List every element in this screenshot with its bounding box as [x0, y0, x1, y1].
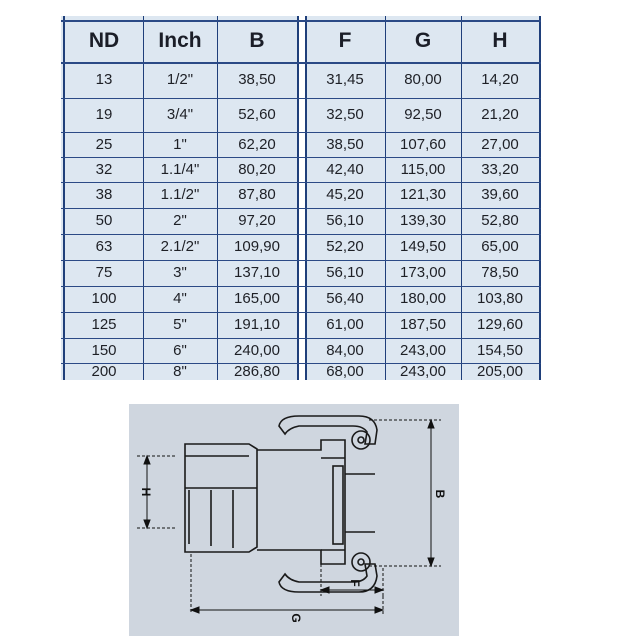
table-cell: 121,30	[400, 186, 446, 203]
dimension-b	[369, 420, 441, 566]
table-cell: 87,80	[238, 186, 276, 203]
dimension-f-label: F	[348, 579, 362, 587]
table-cell: 92,50	[404, 106, 442, 123]
column-header: B	[249, 29, 265, 52]
coupling-diagram	[129, 404, 459, 636]
table-cell: 52,20	[326, 238, 364, 255]
table-cell: 139,30	[400, 212, 446, 229]
column-header: F	[338, 29, 352, 52]
dimension-g-label: G	[289, 613, 303, 623]
table-cell: 115,00	[400, 161, 446, 178]
table-cell: 38	[95, 186, 113, 203]
hose-tail-body	[185, 444, 257, 552]
table-cell: 154,50	[477, 342, 523, 359]
table-cell: 187,50	[400, 316, 446, 333]
table-cell: 200	[91, 363, 117, 380]
table-cell: 38,50	[326, 136, 364, 153]
table-cell: 56,10	[326, 264, 364, 281]
table-cell: 32	[95, 161, 113, 178]
dimension-table	[61, 16, 541, 380]
table-cell: 27,00	[481, 136, 519, 153]
table-cell: 80,00	[404, 71, 442, 88]
table-cell: 8"	[173, 363, 187, 380]
table-cell: 39,60	[481, 186, 519, 203]
table-cell: 107,60	[400, 136, 446, 153]
column-header: G	[414, 29, 432, 52]
table-cell: 1"	[173, 136, 187, 153]
table-cell: 80,20	[238, 161, 276, 178]
table-cell: 50	[95, 212, 113, 229]
table-cell: 205,00	[477, 363, 523, 380]
dimension-h-label: H	[139, 487, 153, 497]
table-cell: 1.1/4"	[160, 161, 200, 178]
table-cell: 75	[95, 264, 113, 281]
table-cell: 180,00	[400, 290, 446, 307]
table-cell: 84,00	[326, 342, 364, 359]
table-cell: 1.1/2"	[160, 186, 200, 203]
table-cell: 63	[95, 238, 113, 255]
table-cell: 243,00	[400, 342, 446, 359]
table-cell: 56,10	[326, 212, 364, 229]
table-cell: 1/2"	[166, 71, 194, 88]
table-cell: 129,60	[477, 316, 523, 333]
table-cell: 33,20	[481, 161, 519, 178]
table-cell: 14,20	[481, 71, 519, 88]
table-cell: 97,20	[238, 212, 276, 229]
table-cell: 68,00	[326, 363, 364, 380]
column-header: Inch	[158, 29, 202, 52]
table-cell: 243,00	[400, 363, 446, 380]
table-cell: 100	[91, 290, 117, 307]
table-cell: 42,40	[326, 161, 364, 178]
table-cell: 25	[95, 136, 113, 153]
table-cell: 165,00	[234, 290, 280, 307]
table-cell: 109,90	[234, 238, 280, 255]
table-cell: 78,50	[481, 264, 519, 281]
table-cell: 191,10	[234, 316, 280, 333]
table-vertical-rule	[539, 16, 541, 380]
table-cell: 286,80	[234, 363, 280, 380]
table-cell: 103,80	[477, 290, 523, 307]
table-cell: 52,60	[238, 106, 276, 123]
table-cell: 125	[91, 316, 117, 333]
table-cell: 137,10	[234, 264, 280, 281]
table-cell: 4"	[173, 290, 187, 307]
table-cell: 65,00	[481, 238, 519, 255]
table-cell: 45,20	[326, 186, 364, 203]
table-cell: 32,50	[326, 106, 364, 123]
table-cell: 38,50	[238, 71, 276, 88]
table-cell: 56,40	[326, 290, 364, 307]
table-cell: 240,00	[234, 342, 280, 359]
table-cell: 62,20	[238, 136, 276, 153]
table-cell: 6"	[173, 342, 187, 359]
table-cell: 52,80	[481, 212, 519, 229]
coupling-drawing	[129, 404, 459, 636]
table-cell: 61,00	[326, 316, 364, 333]
table-cell: 13	[95, 71, 113, 88]
table-cell: 5"	[173, 316, 187, 333]
dimension-b-label: B	[433, 489, 447, 499]
table-cell: 150	[91, 342, 117, 359]
table-cell: 21,20	[481, 106, 519, 123]
column-header: H	[492, 29, 508, 52]
table-cell: 2.1/2"	[160, 238, 200, 255]
table-cell: 2"	[173, 212, 187, 229]
table-cell: 19	[95, 106, 113, 123]
table-cell: 31,45	[326, 71, 364, 88]
table-vertical-rule	[297, 16, 299, 380]
table-cell: 3"	[173, 264, 187, 281]
table-cell: 173,00	[400, 264, 446, 281]
column-header: ND	[88, 29, 120, 52]
table-cell: 3/4"	[166, 106, 194, 123]
table-cell: 149,50	[400, 238, 446, 255]
